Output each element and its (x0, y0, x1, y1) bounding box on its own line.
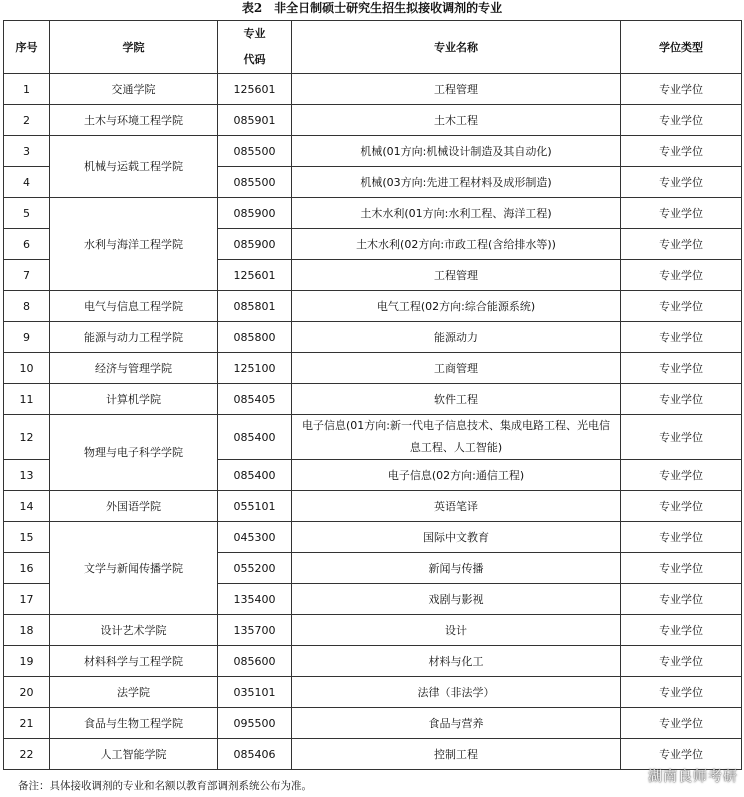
header-index: 序号 (4, 21, 50, 74)
header-code-line2: 代码 (243, 53, 266, 66)
cell-code: 085400 (218, 460, 292, 491)
table-row (4, 136, 742, 167)
cell-index: 13 (4, 460, 50, 491)
cell-major: 法律（非法学） (292, 677, 621, 708)
cell-code: 055200 (218, 553, 292, 584)
cell-index: 5 (4, 198, 50, 229)
cell-school: 食品与生物工程学院 (50, 708, 218, 739)
table-row (4, 491, 742, 522)
footnote: 备注：具体接收调剂的专业和名额以教育部调剂系统公布为准。 (18, 780, 312, 792)
cell-major: 控制工程 (292, 739, 621, 770)
cell-index: 6 (4, 229, 50, 260)
cell-school: 材料科学与工程学院 (50, 646, 218, 677)
table-row (4, 291, 742, 322)
cell-major: 戏剧与影视 (292, 584, 621, 615)
cell-school: 能源与动力工程学院 (50, 322, 218, 353)
cell-code: 085400 (218, 415, 292, 460)
cell-code: 135700 (218, 615, 292, 646)
header-code (218, 21, 292, 74)
cell-major: 土木水利(02方向:市政工程(含给排水等)) (292, 229, 621, 260)
table-row (4, 74, 742, 105)
cell-index: 22 (4, 739, 50, 770)
table-row (4, 322, 742, 353)
cell-index: 4 (4, 167, 50, 198)
cell-index: 9 (4, 322, 50, 353)
cell-school: 文学与新闻传播学院 (50, 522, 218, 615)
cell-degree: 专业学位 (621, 291, 742, 322)
cell-code: 085800 (218, 322, 292, 353)
cell-index: 2 (4, 105, 50, 136)
header-school: 学院 (50, 21, 218, 74)
cell-degree: 专业学位 (621, 677, 742, 708)
cell-code: 135400 (218, 584, 292, 615)
cell-major: 能源动力 (292, 322, 621, 353)
cell-index: 14 (4, 491, 50, 522)
cell-major: 机械(03方向:先进工程材料及成形制造) (292, 167, 621, 198)
cell-major: 电子信息(02方向:通信工程) (292, 460, 621, 491)
cell-major: 英语笔译 (292, 491, 621, 522)
cell-major: 电子信息(01方向:新一代电子信息技术、集成电路工程、光电信息工程、人工智能) (292, 415, 621, 460)
cell-degree: 专业学位 (621, 646, 742, 677)
cell-index: 16 (4, 553, 50, 584)
cell-major: 机械(01方向:机械设计制造及其自动化) (292, 136, 621, 167)
table-row (4, 522, 742, 553)
cell-code: 085405 (218, 384, 292, 415)
cell-degree: 专业学位 (621, 136, 742, 167)
header-major: 专业名称 (292, 21, 621, 74)
table-row (4, 646, 742, 677)
cell-code: 085900 (218, 198, 292, 229)
cell-major: 工程管理 (292, 74, 621, 105)
cell-school: 交通学院 (50, 74, 218, 105)
cell-degree: 专业学位 (621, 353, 742, 384)
cell-code: 095500 (218, 708, 292, 739)
watermark: 湖南良师考研 (648, 769, 738, 785)
cell-degree: 专业学位 (621, 260, 742, 291)
cell-code: 085500 (218, 167, 292, 198)
cell-index: 11 (4, 384, 50, 415)
table-title: 表2 非全日制硕士研究生招生拟接收调剂的专业 (241, 1, 503, 15)
cell-index: 15 (4, 522, 50, 553)
cell-degree: 专业学位 (621, 322, 742, 353)
cell-index: 7 (4, 260, 50, 291)
cell-major: 工商管理 (292, 353, 621, 384)
cell-school: 物理与电子科学学院 (50, 415, 218, 491)
cell-index: 8 (4, 291, 50, 322)
table-row (4, 615, 742, 646)
cell-code: 085500 (218, 136, 292, 167)
cell-index: 20 (4, 677, 50, 708)
cell-school: 电气与信息工程学院 (50, 291, 218, 322)
table-row (4, 677, 742, 708)
table-body (4, 74, 742, 770)
cell-school: 机械与运载工程学院 (50, 136, 218, 198)
cell-degree: 专业学位 (621, 229, 742, 260)
cell-code: 085901 (218, 105, 292, 136)
cell-degree: 专业学位 (621, 74, 742, 105)
cell-school: 法学院 (50, 677, 218, 708)
header-code-line1: 专业 (243, 27, 266, 40)
cell-major: 土木水利(01方向:水利工程、海洋工程) (292, 198, 621, 229)
cell-code: 085600 (218, 646, 292, 677)
header-degree: 学位类型 (621, 21, 742, 74)
cell-index: 17 (4, 584, 50, 615)
cell-code: 085406 (218, 739, 292, 770)
cell-code: 085801 (218, 291, 292, 322)
cell-degree: 专业学位 (621, 522, 742, 553)
cell-degree: 专业学位 (621, 615, 742, 646)
table-row (4, 198, 742, 229)
majors-table (3, 20, 742, 770)
cell-code: 125601 (218, 260, 292, 291)
cell-major: 工程管理 (292, 260, 621, 291)
cell-code: 035101 (218, 677, 292, 708)
cell-degree: 专业学位 (621, 491, 742, 522)
table-row (4, 708, 742, 739)
cell-school: 计算机学院 (50, 384, 218, 415)
table-row (4, 415, 742, 460)
table-header-row (4, 21, 742, 74)
cell-major: 新闻与传播 (292, 553, 621, 584)
cell-degree: 专业学位 (621, 198, 742, 229)
cell-major: 电气工程(02方向:综合能源系统) (292, 291, 621, 322)
cell-code: 085900 (218, 229, 292, 260)
cell-major: 材料与化工 (292, 646, 621, 677)
cell-major: 土木工程 (292, 105, 621, 136)
table-row (4, 384, 742, 415)
cell-code: 125601 (218, 74, 292, 105)
cell-code: 125100 (218, 353, 292, 384)
cell-degree: 专业学位 (621, 584, 742, 615)
cell-index: 18 (4, 615, 50, 646)
cell-index: 12 (4, 415, 50, 460)
cell-school: 土木与环境工程学院 (50, 105, 218, 136)
cell-major: 食品与营养 (292, 708, 621, 739)
table-row (4, 739, 742, 770)
cell-degree: 专业学位 (621, 708, 742, 739)
cell-school: 经济与管理学院 (50, 353, 218, 384)
table-row (4, 105, 742, 136)
cell-school: 外国语学院 (50, 491, 218, 522)
cell-index: 19 (4, 646, 50, 677)
cell-school: 设计艺术学院 (50, 615, 218, 646)
cell-major: 国际中文教育 (292, 522, 621, 553)
cell-major: 设计 (292, 615, 621, 646)
cell-index: 21 (4, 708, 50, 739)
cell-index: 3 (4, 136, 50, 167)
cell-code: 045300 (218, 522, 292, 553)
table-row (4, 353, 742, 384)
cell-degree: 专业学位 (621, 384, 742, 415)
cell-school: 人工智能学院 (50, 739, 218, 770)
cell-degree: 专业学位 (621, 460, 742, 491)
cell-degree: 专业学位 (621, 415, 742, 460)
cell-degree: 专业学位 (621, 105, 742, 136)
cell-degree: 专业学位 (621, 553, 742, 584)
cell-school: 水利与海洋工程学院 (50, 198, 218, 291)
cell-major: 软件工程 (292, 384, 621, 415)
cell-degree: 专业学位 (621, 167, 742, 198)
cell-index: 10 (4, 353, 50, 384)
cell-degree: 专业学位 (621, 739, 742, 770)
cell-code: 055101 (218, 491, 292, 522)
cell-index: 1 (4, 74, 50, 105)
